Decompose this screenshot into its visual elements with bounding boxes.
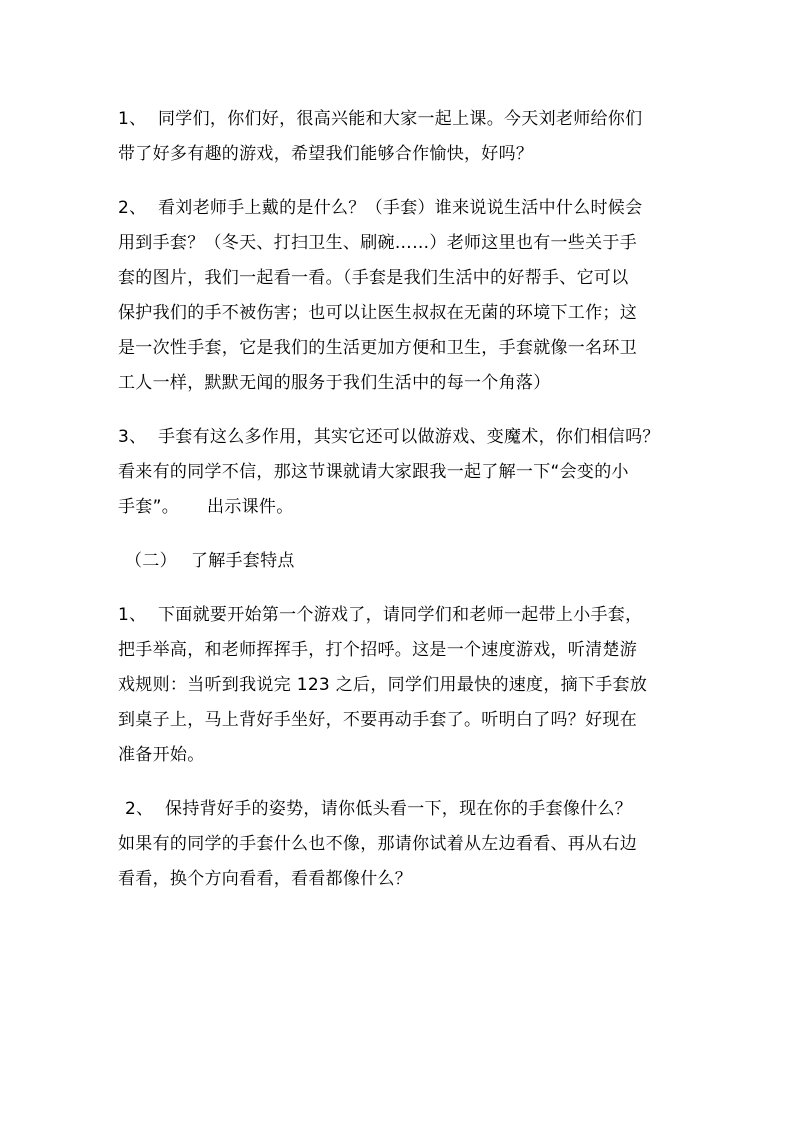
paragraph-5-line-1 [118,792,686,827]
paragraph-2-line-5: 是一次性手套，它是我们的生活更加方便和卫生，手套就像一名环卫 [118,338,637,358]
paragraph-2 [118,191,686,401]
paragraph-4-number: 1、 [118,605,147,625]
section-heading-2 [118,544,686,579]
paragraph-2-line-3: 套的图片，我们一起看一看。（手套是我们生活中的好帮手、它可以 [118,268,629,288]
paragraph-4-text-1: 下面就要开始第一个游戏了，请同学们和老师一起带上小手套， [158,605,643,625]
paragraph-3-tail: 出示课件。 [207,497,294,517]
paragraph-2-line-1 [118,191,686,226]
section-heading-2-title: 了解手套特点 [190,551,295,571]
paragraph-4-line-4: 到桌子上，马上背好手坐好，不要再动手套了。听明白了吗？好现在 [118,710,637,730]
section-heading-2-label: （二） [125,551,177,571]
paragraph-3-line-1 [118,420,686,455]
paragraph-2-line-2: 用到手套？（冬天、打扫卫生、刷碗……）老师这里也有一些关于手 [118,233,637,253]
paragraph-3-text-3: 手套”。 [118,497,180,517]
paragraph-5-line-3: 看看，换个方向看看，看看都像什么？ [118,869,413,889]
paragraph-3-text-1: 手套有这么多作用，其实它还可以做游戏、变魔术，你们相信吗？ [158,427,660,447]
paragraph-5-line-2: 如果有的同学的手套什么也不像，那请你试着从左边看看、再从右边 [118,834,637,854]
paragraph-1-text-1: 同学们，你们好，很高兴能和大家一起上课。今天刘老师给你们 [158,109,643,129]
paragraph-2-text-1: 看刘老师手上戴的是什么？（手套）谁来说说生活中什么时候会 [158,198,643,218]
paragraph-3-number: 3、 [118,427,147,447]
paragraph-4 [118,598,686,773]
paragraph-5-number: 2、 [125,799,154,819]
paragraph-4-line-5: 准备开始。 [118,745,205,765]
paragraph-2-line-6: 工人一样，默默无闻的服务于我们生活中的每一个角落） [118,373,551,393]
paragraph-2-line-4: 保护我们的手不被伤害；也可以让医生叔叔在无菌的环境下工作；这 [118,303,637,323]
paragraph-1-line-2: 带了好多有趣的游戏，希望我们能够合作愉快，好吗？ [118,144,534,164]
paragraph-4-line-1 [118,598,686,633]
paragraph-1-line-1 [118,102,686,137]
paragraph-3 [118,420,686,525]
document-body [118,102,686,916]
paragraph-3-line-3 [118,490,686,525]
paragraph-5 [118,792,686,897]
paragraph-4-line-3: 戏规则：当听到我说完 123 之后，同学们用最快的速度，摘下手套放 [118,675,648,695]
paragraph-5-text-1: 保持背好手的姿势，请你低头看一下，现在你的手套像什么？ [165,799,633,819]
paragraph-4-line-2: 把手举高，和老师挥挥手，打个招呼。这是一个速度游戏，听清楚游 [118,640,637,660]
paragraph-2-number: 2、 [118,198,147,218]
paragraph-1 [118,102,686,172]
section-heading-2-line [118,544,686,579]
paragraph-1-number: 1、 [118,109,147,129]
paragraph-3-line-2: 看来有的同学不信，那这节课就请大家跟我一起了解一下“会变的小 [118,462,629,482]
